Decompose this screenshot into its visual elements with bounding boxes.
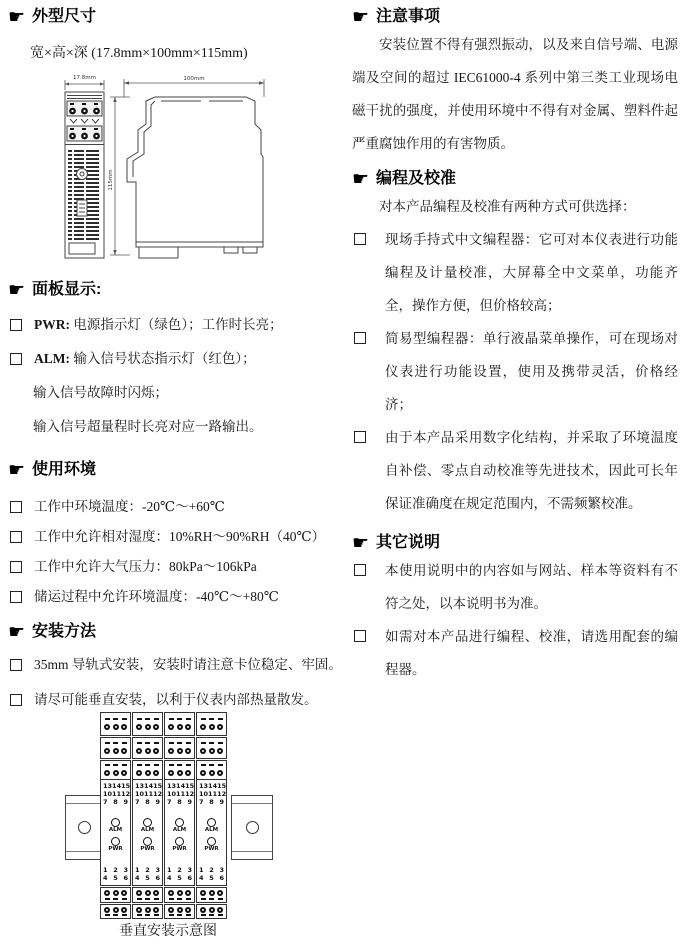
pointing-hand-icon: ☛ bbox=[352, 532, 370, 554]
panel-item-text: 输入信号超量程时长亮对应一路输出。 bbox=[33, 419, 263, 434]
module-face bbox=[132, 760, 163, 886]
other-item-text: 本使用说明中的内容如与网站、样本等资料有不符之处，以本说明书为准。 bbox=[385, 563, 678, 611]
section-heading-environment bbox=[8, 459, 342, 481]
module-face bbox=[100, 760, 131, 886]
checkbox-bullet bbox=[10, 591, 22, 603]
module-face bbox=[196, 760, 227, 886]
checkbox-bullet bbox=[10, 531, 22, 543]
terminal-block bbox=[196, 904, 227, 919]
terminal-block bbox=[100, 904, 131, 919]
front-terminal-row-top bbox=[67, 101, 102, 116]
front-terminal-row-mid bbox=[67, 126, 102, 141]
modules-row bbox=[100, 712, 227, 919]
din-rail-left bbox=[65, 795, 103, 860]
pointing-hand-icon: ☛ bbox=[8, 6, 26, 28]
environment-item bbox=[8, 527, 342, 547]
checkbox-bullet bbox=[10, 561, 22, 573]
environment-item bbox=[8, 557, 342, 577]
terminal-block bbox=[196, 737, 227, 759]
terminal-block bbox=[164, 737, 195, 759]
checkbox-bullet bbox=[10, 694, 22, 706]
installation-item-text: 35mm 导轨式安装，安装时请注意卡位稳定、牢固。 bbox=[34, 657, 342, 672]
programming-item-text: 由于本产品采用数字化结构，并采取了环境温度自补偿、零点自动校准等先进技术，因此可长年保证准确度在规定范围内，不需频繁校准。 bbox=[385, 430, 678, 511]
checkbox-bullet bbox=[354, 564, 366, 576]
panel-item bbox=[33, 383, 342, 403]
section-heading-programming bbox=[352, 168, 678, 190]
section-title: 注意事项 bbox=[376, 8, 441, 25]
side-height-label: 115mm bbox=[108, 169, 114, 191]
front-width-label: 17.8mm bbox=[73, 75, 96, 81]
terminal-numbers-top: 13 14 15 10 11 12 7 8 9 bbox=[199, 782, 227, 806]
checkbox-bullet bbox=[10, 501, 22, 513]
installation-item-text: 请尽可能垂直安装，以利于仪表内部热量散发。 bbox=[34, 692, 318, 707]
programming-item bbox=[352, 223, 678, 322]
environment-item-text: 工作中环境温度：-20℃～+60℃ bbox=[34, 499, 225, 514]
isolator-module bbox=[132, 712, 163, 919]
section-title: 使用环境 bbox=[32, 461, 97, 478]
led-indicators: ALM PWR bbox=[133, 806, 162, 864]
side-width-label: 100mm bbox=[183, 76, 205, 82]
environment-item-text: 工作中允许相对湿度：10%RH～90%RH（40℃） bbox=[34, 529, 326, 544]
terminal-numbers-bottom: 1 2 3 4 5 6 bbox=[167, 866, 192, 882]
terminal-block bbox=[133, 761, 162, 780]
pointing-hand-icon: ☛ bbox=[352, 6, 370, 28]
installation-item bbox=[8, 655, 342, 675]
terminal-block bbox=[101, 761, 130, 780]
checkbox-bullet bbox=[354, 332, 366, 344]
front-view-drawing bbox=[60, 72, 106, 264]
panel-item bbox=[8, 349, 342, 369]
installation-item bbox=[8, 690, 342, 710]
terminal-block bbox=[100, 712, 131, 736]
terminal-block bbox=[197, 761, 226, 780]
terminal-numbers-top: 13 14 15 10 11 12 7 8 9 bbox=[167, 782, 195, 806]
terminal-block bbox=[100, 737, 131, 759]
figure-caption: 垂直安装示意图 bbox=[119, 924, 217, 939]
other-item bbox=[352, 554, 678, 620]
isolator-module bbox=[164, 712, 195, 919]
programming-intro: 对本产品编程及校准有两种方式可供选择： bbox=[379, 199, 636, 214]
led-name: ALM: bbox=[34, 351, 70, 366]
vertical-install-figure bbox=[65, 712, 271, 912]
rail-hole bbox=[246, 821, 259, 834]
programming-item bbox=[352, 322, 678, 421]
dimensions-subtitle: 宽×高×深 (17.8mm×100mm×115mm) bbox=[30, 46, 248, 61]
right-column bbox=[344, 0, 687, 948]
rail-hole bbox=[78, 821, 91, 834]
terminal-numbers-top: 13 14 15 10 11 12 7 8 9 bbox=[103, 782, 131, 806]
isolator-module bbox=[196, 712, 227, 919]
pointing-hand-icon: ☛ bbox=[352, 168, 370, 190]
led-indicators: ALM PWR bbox=[101, 806, 130, 864]
section-heading-notes bbox=[352, 6, 678, 28]
isolator-module bbox=[100, 712, 131, 919]
led-desc: 电源指示灯（绿色）；工作时长亮； bbox=[70, 317, 283, 332]
terminal-block bbox=[165, 761, 194, 780]
section-heading-other bbox=[352, 532, 678, 554]
panel-item-text bbox=[34, 315, 283, 335]
led-desc: 输入信号状态指示灯（红色）； bbox=[70, 351, 256, 366]
section-title: 编程及校准 bbox=[376, 170, 457, 187]
terminal-block bbox=[100, 887, 131, 903]
dimension-figure bbox=[60, 72, 342, 264]
checkbox-bullet bbox=[10, 353, 22, 365]
module-face bbox=[164, 760, 195, 886]
other-item bbox=[352, 620, 678, 686]
pointing-hand-icon: ☛ bbox=[8, 621, 26, 643]
terminal-block bbox=[164, 887, 195, 903]
checkbox-bullet bbox=[10, 659, 22, 671]
terminal-block bbox=[132, 887, 163, 903]
terminal-block bbox=[132, 904, 163, 919]
led-indicators: ALM PWR bbox=[165, 806, 194, 864]
terminal-numbers-bottom: 1 2 3 4 5 6 bbox=[135, 866, 160, 882]
pointing-hand-icon: ☛ bbox=[8, 279, 26, 301]
section-heading-installation bbox=[8, 621, 342, 643]
panel-item bbox=[8, 315, 342, 335]
din-rail-right bbox=[231, 795, 273, 860]
terminal-block bbox=[196, 887, 227, 903]
programming-item bbox=[352, 421, 678, 520]
programming-item-text: 现场手持式中文编程器：它可对本仪表进行功能编程及计量校准，大屏幕全中文菜单，功能齐全，操作方便，但价格较高； bbox=[385, 232, 678, 313]
panel-item-text: 输入信号故障时闪烁； bbox=[33, 385, 168, 400]
environment-item-text: 储运过程中允许环境温度：-40℃～+80℃ bbox=[34, 589, 279, 604]
terminal-block bbox=[132, 737, 163, 759]
terminal-block bbox=[164, 712, 195, 736]
panel-item bbox=[33, 417, 342, 437]
terminal-numbers-bottom: 1 2 3 4 5 6 bbox=[103, 866, 128, 882]
pointing-hand-icon: ☛ bbox=[8, 459, 26, 481]
section-title: 外型尺寸 bbox=[32, 8, 97, 25]
terminal-numbers-bottom: 1 2 3 4 5 6 bbox=[199, 866, 224, 882]
section-title: 其它说明 bbox=[376, 534, 441, 551]
section-title: 面板显示: bbox=[32, 281, 102, 298]
terminal-numbers-top: 13 14 15 10 11 12 7 8 9 bbox=[135, 782, 163, 806]
side-view-drawing bbox=[106, 72, 291, 264]
section-heading-dimensions bbox=[8, 6, 342, 28]
other-item-text: 如需对本产品进行编程、校准，请选用配套的编程器。 bbox=[385, 629, 678, 677]
checkbox-bullet bbox=[354, 630, 366, 642]
environment-item bbox=[8, 497, 342, 517]
environment-item bbox=[8, 587, 342, 607]
terminal-block bbox=[164, 904, 195, 919]
notes-paragraph: 安装位置不得有强烈振动，以及来自信号端、电源端及空间的超过 IEC61000-4 系列中第三类工业现场电磁干扰的强度，并使用环境中不得有对金属、塑料件起严重腐蚀作用的有害物质。 bbox=[352, 37, 678, 151]
programming-item-text: 简易型编程器：单行液晶菜单操作，可在现场对仪表进行功能设置，使用及携带灵活，价格经济； bbox=[385, 331, 678, 412]
checkbox-bullet bbox=[10, 319, 22, 331]
section-title: 安装方法 bbox=[32, 623, 97, 640]
led-indicators: ALM PWR bbox=[197, 806, 226, 864]
section-heading-panel bbox=[8, 279, 342, 301]
led-name: PWR: bbox=[34, 317, 70, 332]
terminal-block bbox=[196, 712, 227, 736]
environment-item-text: 工作中允许大气压力：80kPa～106kPa bbox=[34, 559, 257, 574]
checkbox-bullet bbox=[354, 431, 366, 443]
panel-item-text bbox=[34, 349, 256, 369]
checkbox-bullet bbox=[354, 233, 366, 245]
terminal-block bbox=[132, 712, 163, 736]
